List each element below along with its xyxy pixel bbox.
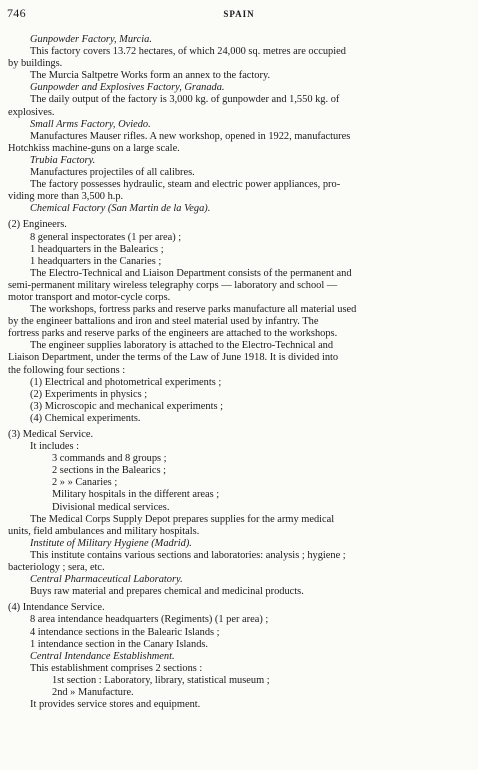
text-line: 3 commands and 8 groups ; bbox=[52, 453, 167, 465]
text-line: (4) Chemical experiments. bbox=[30, 412, 141, 424]
page-number: 746 bbox=[7, 6, 26, 20]
text-line: units, field ambulances and military hospitals. bbox=[8, 525, 200, 537]
text-line: Small Arms Factory, Oviedo. bbox=[30, 118, 151, 130]
text-line: 1 headquarters in the Canaries ; bbox=[30, 255, 162, 267]
page-header bbox=[0, 7, 478, 21]
text-line: The factory possesses hydraulic, steam and electric power appliances, pro- bbox=[30, 179, 341, 191]
text-line: motor transport and motor-cycle corps. bbox=[8, 291, 171, 303]
text-line: (2) Engineers. bbox=[8, 219, 67, 231]
text-line: Divisional medical services. bbox=[52, 501, 170, 513]
text-line: The workshops, fortress parks and reserve parks manufacture all material used bbox=[30, 304, 357, 316]
text-line: The Murcia Saltpetre Works form an annex to the factory. bbox=[30, 70, 271, 82]
text-line: This factory covers 13.72 hectares, of which 24,000 sq. metres are occupied bbox=[30, 46, 346, 58]
text-line: viding more than 3,500 h.p. bbox=[8, 191, 124, 203]
text-line: 8 area intendance headquarters (Regiments) (1 per area) ; bbox=[30, 614, 269, 626]
text-line: Manufactures projectiles of all calibres. bbox=[30, 167, 195, 179]
text-line: (3) Medical Service. bbox=[8, 429, 94, 440]
text-line: This institute contains various sections and laboratories: analysis ; hygiene ; bbox=[30, 549, 346, 561]
text-line: Chemical Factory (San Martin de la Vega). bbox=[30, 203, 211, 215]
text-line: It includes : bbox=[30, 441, 80, 453]
text-line: (1) Electrical and photometrical experiments ; bbox=[30, 376, 222, 388]
text-line: The Electro-Technical and Liaison Department consists of the permanent and bbox=[30, 267, 352, 279]
text-line: Hotchkiss machine-guns on a large scale. bbox=[8, 142, 180, 154]
text-line: explosives. bbox=[8, 106, 55, 118]
text-line: The engineer supplies laboratory is attached to the Electro-Technical and bbox=[30, 340, 334, 352]
text-line: It provides service stores and equipment. bbox=[30, 699, 201, 711]
text-line: This establishment comprises 2 sections : bbox=[30, 662, 203, 674]
text-line: bacteriology ; sera, etc. bbox=[8, 562, 105, 574]
text-line: Gunpowder Factory, Murcia. bbox=[30, 34, 152, 45]
text-line: Military hospitals in the different areas ; bbox=[52, 489, 220, 501]
text-line: 1st section : Laboratory, library, statistical museum ; bbox=[52, 674, 270, 686]
text-line: Central Pharmaceutical Laboratory. bbox=[30, 574, 183, 586]
text-line: 1 intendance section in the Canary Islands. bbox=[30, 638, 209, 650]
text-line: The Medical Corps Supply Depot prepares supplies for the army medical bbox=[30, 513, 335, 525]
text-line: 2 sections in the Balearics ; bbox=[52, 465, 166, 477]
text-line: 4 intendance sections in the Balearic Islands ; bbox=[30, 626, 220, 638]
text-line: (2) Experiments in physics ; bbox=[30, 388, 148, 400]
text-line: The daily output of the factory is 3,000 kg. of gunpowder and 1,550 kg. of bbox=[30, 94, 340, 106]
text-line: (3) Microscopic and mechanical experiments ; bbox=[30, 400, 224, 412]
text-line: by buildings. bbox=[8, 58, 63, 70]
text-line: Manufactures Mauser rifles. A new workshop, opened in 1922, manufactures bbox=[30, 130, 351, 142]
text-line: 2nd » Manufacture. bbox=[52, 686, 134, 698]
text-line: by the engineer battalions and iron and steel material used by infantry. The bbox=[8, 316, 319, 328]
text-line: the following four sections : bbox=[8, 364, 126, 376]
text-line: (4) Intendance Service. bbox=[8, 602, 105, 614]
text-line: Central Intendance Establishment. bbox=[30, 650, 175, 662]
text-line: 8 general inspectorates (1 per area) ; bbox=[30, 231, 182, 243]
text-line: semi-permanent military wireless telegraphy corps — laboratory and school — bbox=[8, 279, 338, 291]
running-head: SPAIN bbox=[223, 9, 255, 19]
text-line: Institute of Military Hygiene (Madrid). bbox=[30, 537, 192, 549]
text-line: Gunpowder and Explosives Factory, Granada. bbox=[30, 82, 225, 94]
page-body bbox=[8, 34, 472, 711]
text-line: 1 headquarters in the Balearics ; bbox=[30, 243, 164, 255]
text-line: Buys raw material and prepares chemical and medicinal products. bbox=[30, 586, 304, 598]
text-line: 2 » » Canaries ; bbox=[52, 477, 118, 489]
text-line: fortress parks and reserve parks of the engineers are attached to the workshops. bbox=[8, 328, 338, 340]
text-line: Trubia Factory. bbox=[30, 154, 96, 166]
text-line: Liaison Department, under the terms of the Law of June 1918. It is divided into bbox=[8, 352, 339, 364]
